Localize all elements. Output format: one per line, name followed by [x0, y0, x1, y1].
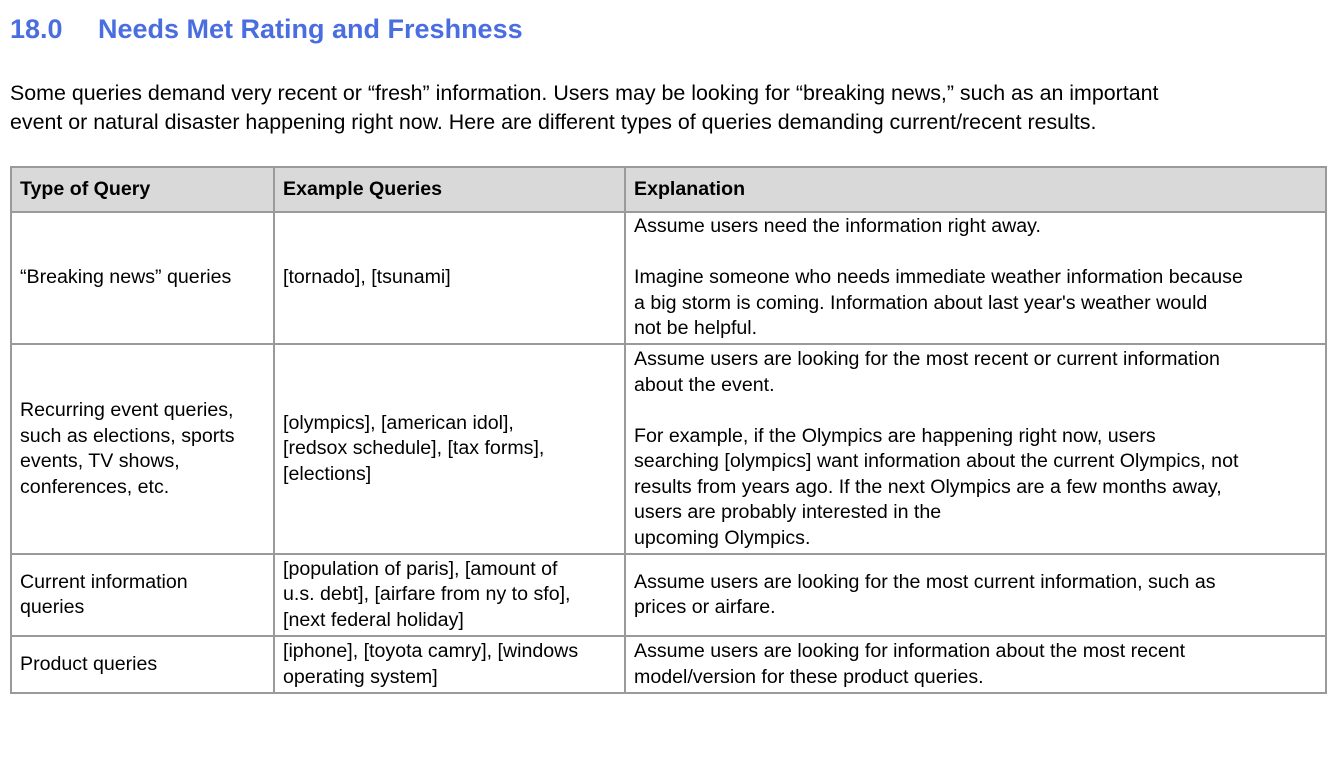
section-heading	[10, 14, 523, 45]
table-row	[11, 344, 1326, 554]
example-queries-cell	[274, 554, 625, 636]
explanation-cell	[625, 212, 1326, 344]
example-queries-text: [iphone], [toyota camry], [windows operating system]	[283, 640, 579, 688]
header-type-of-query: Type of Query	[11, 167, 274, 212]
query-type-text: Product queries	[20, 652, 158, 675]
query-type-text: “Breaking news” queries	[20, 266, 232, 289]
table-row	[11, 212, 1326, 344]
table-row	[11, 636, 1326, 693]
explanation-cell	[625, 636, 1326, 693]
example-queries-text: [olympics], [american idol], [redsox schedule], [tax forms], [elections]	[283, 411, 545, 485]
explanation-text: Assume users are looking for information about the most recent model/version for these product queries.	[634, 640, 1186, 688]
query-type-cell	[11, 636, 274, 693]
intro-line-2: event or natural disaster happening right now. Here are different types of queries demanding current/recent results.	[10, 110, 1097, 134]
header-explanation: Explanation	[625, 167, 1326, 212]
section-title: Needs Met Rating and Freshness	[98, 14, 523, 44]
explanation-cell	[625, 554, 1326, 636]
freshness-query-table	[10, 166, 1327, 694]
header-example-queries: Example Queries	[274, 167, 625, 212]
intro-paragraph	[10, 79, 1328, 137]
query-type-text: Current information queries	[20, 570, 188, 618]
example-queries-cell	[274, 636, 625, 693]
query-type-cell	[11, 212, 274, 344]
example-queries-text: [tornado], [tsunami]	[283, 266, 451, 289]
explanation-text: Assume users are looking for the most current information, such as prices or airfare.	[634, 570, 1216, 618]
explanation-text: Assume users need the information right away. Imagine someone who needs immediate weather information because a big storm is coming. Information about last year's weather would not be helpful.	[634, 215, 1243, 340]
query-type-text: Recurring event queries, such as elections, sports events, TV shows, conferences, etc.	[20, 399, 235, 498]
query-type-cell	[11, 554, 274, 636]
query-type-cell	[11, 344, 274, 554]
table-row	[11, 554, 1326, 636]
explanation-text: Assume users are looking for the most recent or current information about the event. For example, if the Olympics are happening right now, users searching [olympics] want information about the current Olympics, not results from years ago. If the next Olympics are a few months away, users are probably interested in the upcoming Olympics.	[634, 348, 1239, 549]
example-queries-cell	[274, 344, 625, 554]
example-queries-text: [population of paris], [amount of u.s. debt], [airfare from ny to sfo], [next federal holiday]	[283, 557, 571, 631]
explanation-cell	[625, 344, 1326, 554]
section-number: 18.0	[10, 14, 63, 44]
example-queries-cell	[274, 212, 625, 344]
table-header-row	[11, 167, 1326, 212]
intro-line-1: Some queries demand very recent or “fresh” information. Users may be looking for “breaking news,” such as an important	[10, 81, 1159, 105]
